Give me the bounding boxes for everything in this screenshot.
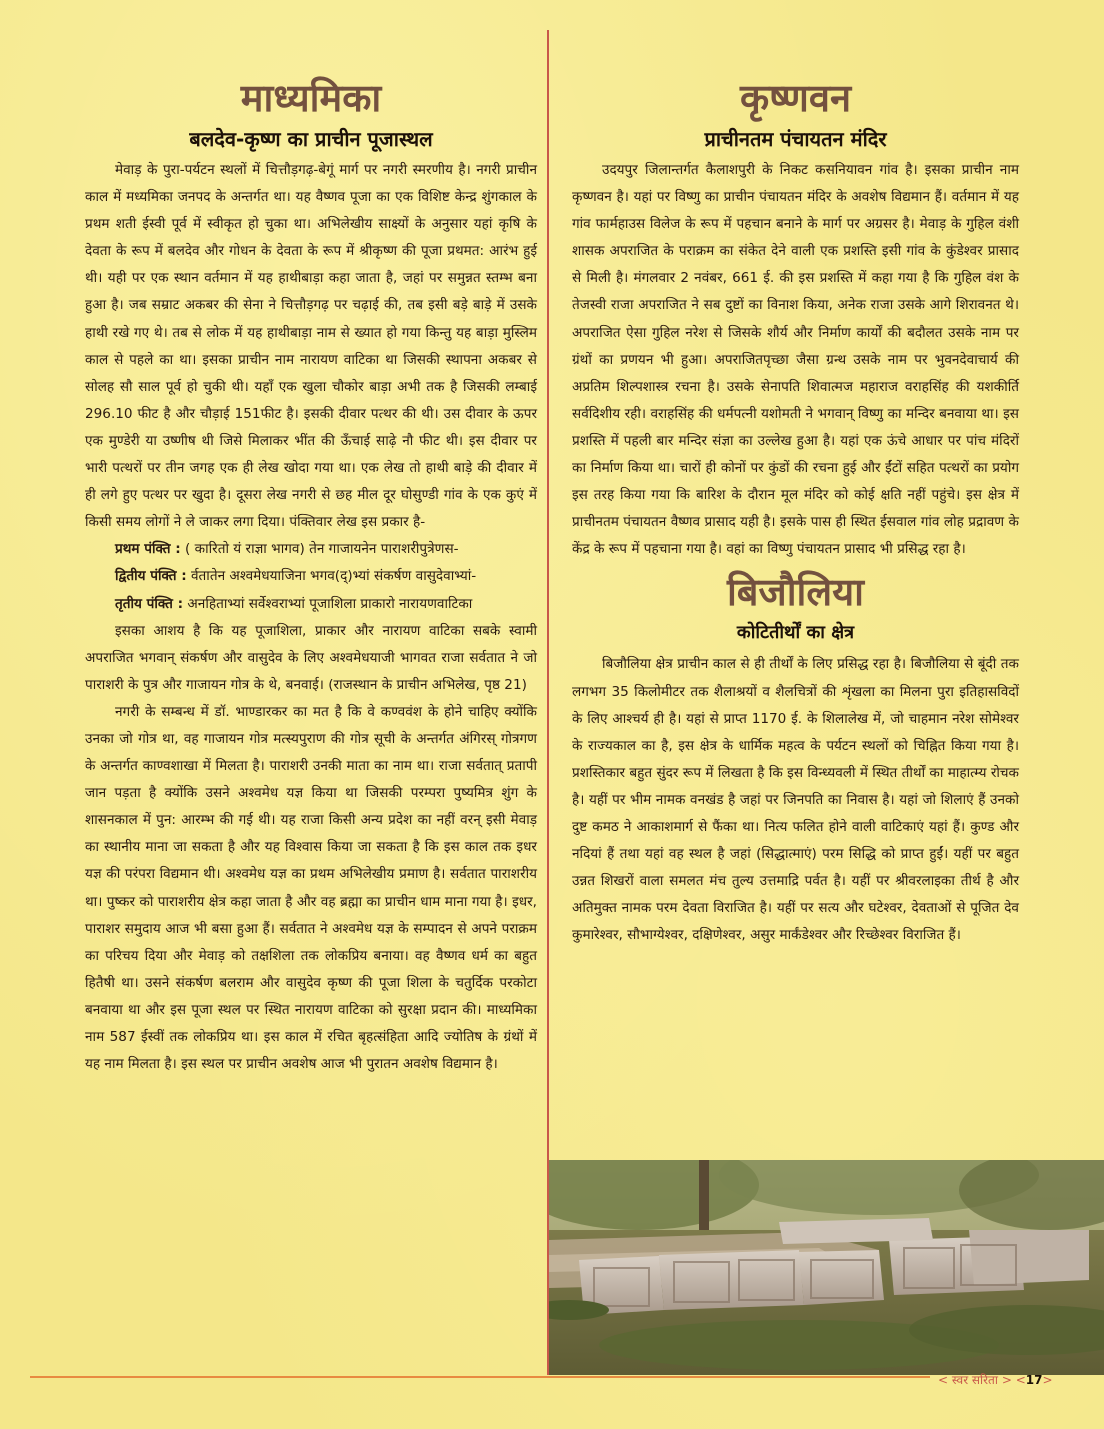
inscription-line-1	[85, 536, 537, 563]
inscription-line-text: र्वतातेन अश्वमेधयाजिना भगव(द्)भ्यां संकर्षण वासुदेवाभ्यां-	[186, 568, 477, 585]
page-number: 17	[1025, 1373, 1043, 1387]
article-paragraph: नगरी के सम्बन्ध में डॉ. भाण्डारकर का मत है कि वे कण्ववंश के होने चाहिए क्योंकि उनका जो गोत्र था, वह गाजायन गोत्र मत्स्यपुराण की गोत्र सूची के अन्तर्गत अंगिरस् गोत्रगण के अन्तर्गत काण्वशाखा में मिलता है। पाराशरी उनकी माता का नाम था। राजा सर्वतात् प्रतापी जान पड़ता है क्योंकि उसने अश्वमेध यज्ञ किया था जिसकी परम्परा पुष्यमित्र शुंग के शासनकाल में पुन: आरम्भ की गई थी। यह राजा किसी अन्य प्रदेश का नहीं वरन् इसी मेवाड़ का स्थानीय माना जा सकता है और यह विश्वास किया जा सकता है कि इस काल तक इधर यज्ञ की परंपरा विद्यमान थी। अश्वमेध यज्ञ का प्रथम अभिलेखीय प्रमाण है। सर्वतात पाराशरीय था। पुष्कर को पाराशरीय क्षेत्र कहा जाता है और वह ब्रह्मा का प्राचीन धाम माना गया है। इधर, पाराशर समुदाय आज भी बसा हुआ हैं। सर्वतात ने अश्वमेध यज्ञ के सम्पादन से अपने पराक्रम का परिचय दिया और मेवाड़ को तक्षशिला तक लोकप्रिय बनाया। वह वैष्णव धर्म का बहुत हितैषी था। उसने संकर्षण बलराम और वासुदेव कृष्ण की पूजा शिला के चतुर्दिक परकोटा बनवाया था और इस पूजा स्थल पर स्थित नारायण वाटिका को सुरक्षा प्रदान की। माध्यमिका नाम 587 ईस्वीं तक लोकप्रिय था। इस काल में रचित बृहत्संहिता आदि ज्योतिष के ग्रंथों में यह नाम मिलता है। इस स्थल पर प्राचीन अवशेष आज भी पुरातन अवशेष विद्यमान है।	[85, 703, 537, 1073]
article-paragraph: उदयपुर जिलान्तर्गत कैलाशपुरी के निकट कसनियावन गांव है। इसका प्राचीन नाम कृष्णवन है। यहां पर विष्णु का प्राचीन पंचायतन मंदिर के अवशेष विद्यमान हैं। वर्तमान में यह गांव फार्महाउस विलेज के रूप में पहचान बनाने के मार्ग पर अग्रसर है। मेवाड़ के गुहिल वंशी शासक अपराजित के पराक्रम का संकेत देने वाली एक प्रशस्ति इसी गांव के कुंडेश्वर प्रासाद से मिली है। मंगलवार 2 नवंबर, 661 ई. की इस प्रशस्ति में कहा गया है कि गुहिल वंश के तेजस्वी राजा अपराजित ने सब दुष्टों का विनाश किया, अनेक राजा उसके आगे शिरावनत थे। अपराजित ऐसा गुहिल नरेश से जिसके शौर्य और निर्माण कार्यों की बदौलत उसके नाम पर ग्रंथों का प्रणयन भी हुआ। अपराजितपृच्छा जैसा ग्रन्थ उसके नाम पर भुवनदेवाचार्य की अप्रतिम शिल्पशास्त्र रचना है। उसके सेनापति शिवात्मज महाराज वराहसिंह की यशकीर्ति सर्वदिशीय रही। वराहसिंह की धर्मपत्नी यशोमती ने भगवान् विष्णु का मन्दिर बनवाया था। इस प्रशस्ति में पहली बार मन्दिर संज्ञा का उल्लेख हुआ है। यहां एक ऊंचे आधार पर पांच मंदिरों का निर्माण किया था। चारों ही कोनों पर कुंडों की रचना हुई और ईंटों सहित पत्थरों का प्रयोग इस तरह किया गया कि बारिश के दौरान मूल मंदिर को कोई क्षति नहीं पहुंचे। इस क्षेत्र में प्राचीनतम पंचायतन वैष्णव प्रासाद यही है। इसके पास ही स्थित ईसवाल गांव लोह प्रद्रावण के केंद्र के रूप में पहचाना गया है। वहां का विष्णु पंचायतन प्रासाद भी प्रसिद्ध रहा है।	[572, 162, 1019, 558]
section-title-madhyamika: माध्यमिका	[240, 76, 382, 120]
inscription-line-label: द्वितीय पंक्ति :	[115, 568, 187, 585]
temple-ruins-photo	[549, 1160, 1104, 1375]
inscription-line-2	[85, 563, 537, 590]
article-paragraph: बिजौलिया क्षेत्र प्राचीन काल से ही तीर्थों के लिए प्रसिद्ध रहा है। बिजौलिया से बूंदी तक लगभग 35 किलोमीटर तक शैलाश्रयों व शैलचित्रों की शृंखला का मिलना पुरा इतिहासविदों के लिए आश्चर्य ही है। यहां से प्राप्त 1170 ई. के शिलालेख में, जो चाहमान नरेश सोमेश्वर के राज्यकाल का है, इस क्षेत्र के धार्मिक महत्व के पर्यटन स्थलों को चिह्नित किया गया है। प्रशस्तिकार बहुत सुंदर रूप में लिखता है कि इस विन्ध्यवली में स्थित तीर्थों का माहात्म्य रोचक है। यहीं पर भीम नामक वनखंड है जहां पर जिनपति का निवास है। यहां जो शिलाएं हैं उनको दुष्ट कमठ ने आकाशमार्ग से फैंका था। नित्य फलित होने वाली वाटिकाएं यहां हैं। कुण्ड और नदियां हैं तथा यहां वह स्थल है जहां (सिद्धात्माएं) परम सिद्धि को प्राप्त हुईं। यहीं पर बहुत उन्नत शिखरों वाला समलत मंच तुल्य उत्तमाद्रि पर्वत है। यहीं पर श्रीवरलाइका तीर्थ है और अतिमुक्त नामक परम देवता विराजित है। यहीं पर सत्य और घटेश्वर, देवताओं से पूजित देव कुमारेश्वर, सौभाग्येश्वर, दक्षिणेश्वर, असुर मार्कंडेश्वर और रिच्छेश्वर विराजित हैं।	[572, 656, 1019, 944]
page-footer	[938, 1370, 1078, 1390]
section-title-bijolia: बिजौलिया	[726, 570, 865, 615]
article-paragraph: मेवाड़ के पुरा-पर्यटन स्थलों में चित्तौड़गढ़-बेगूं मार्ग पर नगरी स्मरणीय है। नगरी प्राचीन काल में मध्यमिका जनपद के अन्तर्गत था। यह वैष्णव पूजा का एक विशिष्ट केन्द्र शुंगकाल के प्रथम शती ईस्वी पूर्व में स्वीकृत हो चुका था। अभिलेखीय साक्ष्यों के अनुसार यहां कृषि के देवता के रूप में बलदेव और गोधन के देवता के रूप में श्रीकृष्ण की पूजा प्रथमत: आरंभ हुई थी। यही पर एक स्थान वर्तमान में यह हाथीबाड़ा कहा जाता है, जहां पर समुन्नत स्तम्भ बना हुआ है। जब सम्राट अकबर की सेना ने चित्तौड़गढ़ पर चढ़ाई की, तब इसी बड़े बाड़े में उसके हाथी रखे गए थे। तब से लोक में यह हाथीबाड़ा नाम से ख्यात हो गया किन्तु यह बाड़ा मुस्लिम काल से पहले का था। इसका प्राचीन नाम नारायण वाटिका था जिसकी स्थापना अकबर से सोलह सौ साल पूर्व हो चुकी थी। यहाँ एक खुला चौकोर बाड़ा अभी तक है जिसकी लम्बाई 296.10 फीट है और चौड़ाई 151फीट है। इसकी दीवार पत्थर की थी। उस दीवार के ऊपर एक मुण्डेरी या उष्णीष थी जिसे मिलाकर भींत की ऊँचाई साढ़े नौ फीट थी। इस दीवार पर भारी पत्थरों पर तीन जगह एक ही लेख खोदा गया था। एक लेख तो हाथी बाड़े की दीवार में ही लगे हुए पत्थर पर खुदा है। दूसरा लेख नगरी से छह मील दूर घोसुण्डी गांव के एक कुएं में किसी समय लोगों ने ले जाकर लगा दिया। पंक्तिवार लेख इस प्रकार है-	[85, 162, 537, 531]
inscription-line-text: अनहिताभ्यां सर्वेश्वराभ्यां पूजाशिला प्राकारो नारायणवाटिका	[183, 595, 473, 612]
page-number-close: >	[1042, 1373, 1053, 1387]
left-column	[85, 75, 537, 1078]
inscription-line-label: तृतीय पंक्ति :	[115, 595, 184, 612]
section-title-krishnavan: कृष्णवन	[739, 76, 852, 120]
section-subtitle-krishnavan: प्राचीनतम पंचायतन मंदिर	[704, 127, 887, 151]
footer-rule	[30, 1376, 930, 1378]
page-number-open: <	[1015, 1373, 1026, 1387]
right-column	[572, 75, 1019, 949]
article-paragraph: इसका आशय है कि यह पूजाशिला, प्राकार और नारायण वाटिका सबके स्वामी अपराजित भगवान् संकर्षण और वासुदेव के लिए अश्वमेधयाजी भागवत राजा सर्वतात ने जो पाराशरी के पुत्र और गाजायन गोत्र के थे, बनवाई। (राजस्थान के प्राचीन अभिलेख, पृष्ठ 21)	[85, 622, 537, 693]
magazine-name: < स्वर सरिता	[938, 1373, 999, 1387]
inscription-line-text: ( कारितो यं राज्ञा भागव) तेन गाजायनेन पाराशरीपुत्रेणस-	[180, 541, 459, 558]
section-subtitle-madhyamika: बलदेव-कृष्ण का प्राचीन पूजास्थल	[189, 127, 433, 151]
inscription-line-3	[85, 591, 537, 618]
inscription-line-label: प्रथम पंक्ति :	[115, 541, 181, 558]
footer-separator: >	[998, 1373, 1012, 1387]
section-subtitle-bijolia: कोटितीर्थों का क्षेत्र	[736, 622, 855, 644]
